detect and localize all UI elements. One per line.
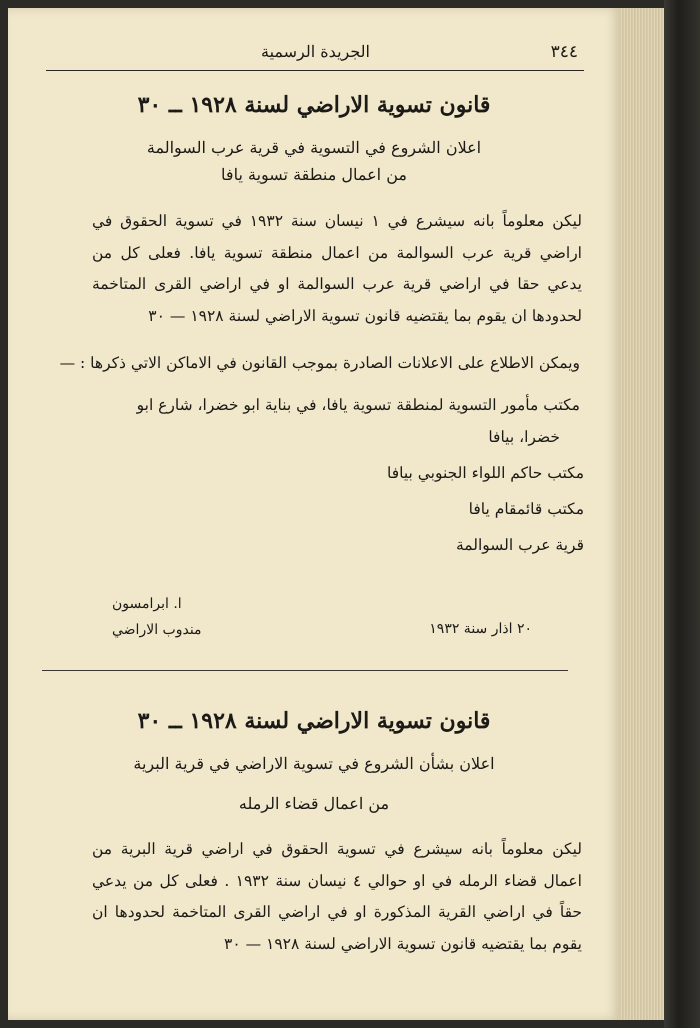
header-rule <box>46 70 584 71</box>
notice1-subtitle-2: من اعمال منطقة تسوية يافا <box>221 165 407 184</box>
notice1-place-1: مكتب مأمور التسوية لمنطقة تسوية يافا، في بناية ابو خضرا، شارع ابو <box>136 396 580 414</box>
running-head <box>8 42 620 70</box>
signatory-name: ا. ابرامسون <box>112 596 182 612</box>
notice2-body: ليكن معلوماً بانه سيشرع في تسوية الحقوق في اراضي قرية البرية من اعمال قضاء الرمله في او حوالي ٤ نيسان سنة ١٩٣٢ . فعلى كل من يدعي حقاً في اراضي القرية المذكورة او في اراضي القرى المتاخمة لحدودها ان يقوم بما يقتضيه قانون تسوية الاراضي لسنة ١٩٢٨ — ٣٠ <box>92 840 582 953</box>
notice2-subtitle-2: من اعمال قضاء الرمله <box>238 794 390 813</box>
notice2-title: قانون تسوية الاراضي لسنة ١٩٢٨ ــ ٣٠ <box>137 708 491 734</box>
page-number: ٣٤٤ <box>550 42 578 62</box>
document-page <box>8 8 620 1020</box>
notice1-title: قانون تسوية الاراضي لسنة ١٩٢٨ ــ ٣٠ <box>137 92 491 118</box>
page-edge <box>620 8 664 1020</box>
notice1-places-intro: ويمكن الاطلاع على الاعلانات الصادرة بموجب القانون في الاماكن الاتي ذكرها : — <box>59 354 580 372</box>
notice1-place-1-cont: خضرا، بيافا <box>488 428 560 446</box>
section-separator <box>42 670 568 671</box>
notice1-place-3: مكتب قائمقام يافا <box>468 500 584 518</box>
notice1-subtitle-1: اعلان الشروع في التسوية في قرية عرب السوالمة <box>146 138 482 157</box>
notice1-place-2: مكتب حاكم اللواء الجنوبي بيافا <box>386 464 584 482</box>
notice1-body: ليكن معلوماً بانه سيشرع في ١ نيسان سنة ١٩٣٢ في تسوية الحقوق في اراضي قرية عرب السوالمة من اعمال منطقة تسوية يافا. فعلى كل من يدعي حقا في اراضي قرية عرب السوالمة او في اراضي القرى المتاخمة لحدودها ان يقوم بما يقتضيه قانون تسوية الاراضي لسنة ١٩٢٨ — ٣٠ <box>92 212 582 325</box>
book-binding <box>664 0 700 1028</box>
notice1-date: ٢٠ اذار سنة ١٩٣٢ <box>429 621 532 637</box>
journal-title: الجريدة الرسمية <box>260 42 370 61</box>
notice2-subtitle-1: اعلان بشأن الشروع في تسوية الاراضي في قرية البرية <box>133 754 495 773</box>
notice1-place-4: قرية عرب السوالمة <box>456 536 584 554</box>
signatory-role: مندوب الاراضي <box>112 622 202 638</box>
